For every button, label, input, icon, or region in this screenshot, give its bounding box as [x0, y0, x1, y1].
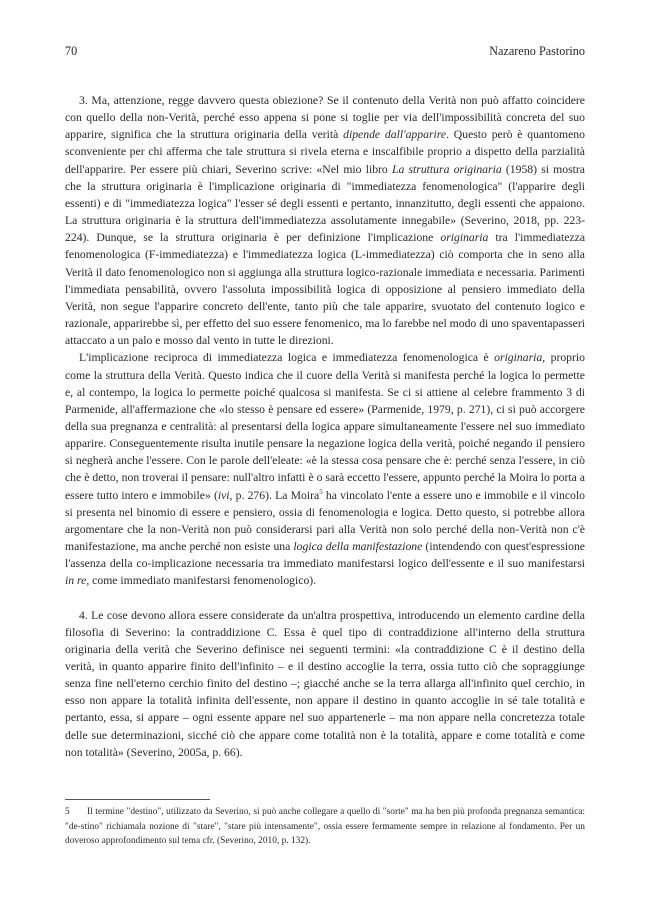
italic-run: in re — [65, 574, 87, 588]
text-run: 3. Ma, attenzione, regge davvero questa obiezione? Se il contenuto della Verità non può affatto coincidere con quello della non-Verità, perché esso appena si pone si toglie per via dell'impossibilità concreta del suo apparire, significa che la struttura originaria della verità — [65, 94, 585, 142]
running-author: Nazareno Pastorino — [489, 44, 585, 58]
paragraph-section-3 — [65, 92, 585, 349]
book-title: La struttura originaria — [391, 162, 502, 176]
italic-run: logica della manifestazione — [293, 540, 423, 554]
footnote-reference[interactable]: 5 — [319, 487, 323, 496]
page-number: 70 — [65, 44, 78, 58]
text-run: (intendendo con quest'espressione l'assenza della co-implicazione necessaria tra immediato manifestarsi logico dell'essente e il suo manifestarsi — [65, 540, 585, 571]
text-run: 4. Le cose devono allora essere considerate da un'altra prospettiva, introducendo un elemento cardine della filosofia di Severino: la contraddizione C. Essa è quel tipo di contraddizione all'interno della struttura originaria della verità che Severino definisce nei seguenti termini: «la contraddizione C è il destino della verità, in quanto apparire finito dell'infinito – e il destino accoglie la terra, ossia tutto ciò che sopraggiunge senza fine nell'eterno cerchio finito del destino –; giacché anche se la terra allarga all'infinito quel cerchio, in esso non appare la totalità infinita dell'essente, non appare il destino in quanto accoglie in sé tale totalità e pertanto, essa, si appare – ogni essente appare nel suo appartenerle – ma non appare nella concretezza totale delle sue determinazioni, sicché ciò che appare come totalità non è la totalità, appare e come totalità e come non totalità» (Severino, 2005a, p. 66). — [65, 608, 585, 759]
paragraph-section-4 — [65, 607, 585, 761]
text-run: , proprio come la struttura della Verità. Questo indica che il cuore della Verità si manifesta perché la logica lo permette e, al contempo, la logica lo permette poiché qualcosa si manifesta. Se ci si attiene al celebre frammento 3 di Parmenide, all'affermazione che «lo stesso è pensare ed essere» (Parmenide, 1979, p. 271), ci si può accorgere della sua pregnanza e centralità: al presentarsi della logica appare simultaneamente l'essere nel suo immediato apparire. Conseguentemente risulta inutile pensare la negazione logica della verità, poiché negando il pensiero si negherà anche l'essere. Con le parole dell'eleate: «è la stessa cosa pensare che è: perché senza l'essere, in ciò che è detto, non troverai il pensare: null'altro infatti è o sarà eccetto l'essere, appunto perché la Moira lo porta a essere tutto intero e immobile» ( — [65, 351, 586, 502]
text-run: , p. 276). La Moira — [229, 488, 320, 502]
footnote — [65, 805, 585, 849]
footnote-number: 5 — [65, 807, 70, 817]
text-run: . Questo però è quantomeno sconveniente per chi afferma che tale struttura si rivela eterna e inscalfibile proprio a dispetto della parzialità dell'apparire. Per essere più chiari, Severino scrive: «Nel mio libro — [65, 128, 585, 176]
italic-run: originaria — [440, 231, 489, 245]
footnote-text: Il termine "destino", utilizzato da Severino, si può anche collegare a quello di "sorte" ma ha ben più profonda pregnanza semantica: "de-stino" richiamala nozione di "stare", "stare più intensamente", ossia essere fermamente sempre in relazione al fondamento. Per un doveroso approfondimento sul tema cfr. (Severino, 2010, p. 132). — [65, 807, 585, 847]
text-run: L'implicazione reciproca di immediatezza logica e immediatezza fenomenologica è — [79, 351, 495, 365]
text-run: (1958) si mostra che la struttura originaria è l'implicazione originaria di "immediatezza fenomenologica" (l'apparire degli essenti) e di "immediatezza logica" l'esser sé degli essenti e pertanto, innanzitutto, degli essenti che appaiono. La struttura originaria è la struttura dell'immediatezza assolutamente innegabile» (Severino, 2018, pp. 223-224). Dunque, se la struttura originaria è per definizione l'implicazione — [65, 162, 585, 245]
text-run: ha vincolato l'ente a essere uno e immobile e il vincolo si presenta nel binomio di essere e pensiero, ossia di fenomenologia e logica. Detto questo, si potrebbe allora argomentare che la non-Verità non può considerarsi pari alla Verità non solo perché della non-Verità non c'è manifestazione, ma anche perché non esiste una — [65, 488, 585, 554]
body-text — [65, 92, 585, 761]
text-run: , come immediato manifestarsi fenomenologico). — [86, 574, 317, 588]
italic-run: dipende dall'apparire — [343, 128, 447, 142]
footnote-separator — [65, 799, 210, 800]
italic-run: ivi — [217, 488, 230, 502]
paragraph-implicazione — [65, 349, 585, 589]
italic-run: originaria — [494, 351, 543, 365]
running-header — [65, 44, 585, 62]
text-run: tra l'immediatezza fenomenologica (F-immediatezza) e l'immediatezza logica (L-immediatezza) ciò comporta che in seno alla Verità il dato fenomenologico non si aggiunga alla struttura logico-razionale immediata e necessaria. Parimenti l'immediata pensabilità, ovvero l'assoluta impossibilità logica di opposizione al pensiero immediato della Verità, non segue l'apparire concreto dell'ente, tanto più che tale apparire, svuotato del contenuto logico e razionale, apparirebbe sì, per effetto del suo essere fenomenico, ma lo farebbe nel modo di uno spaventapasseri attaccato a un palo e mosso dal vento in tutte le direzioni. — [65, 231, 586, 348]
